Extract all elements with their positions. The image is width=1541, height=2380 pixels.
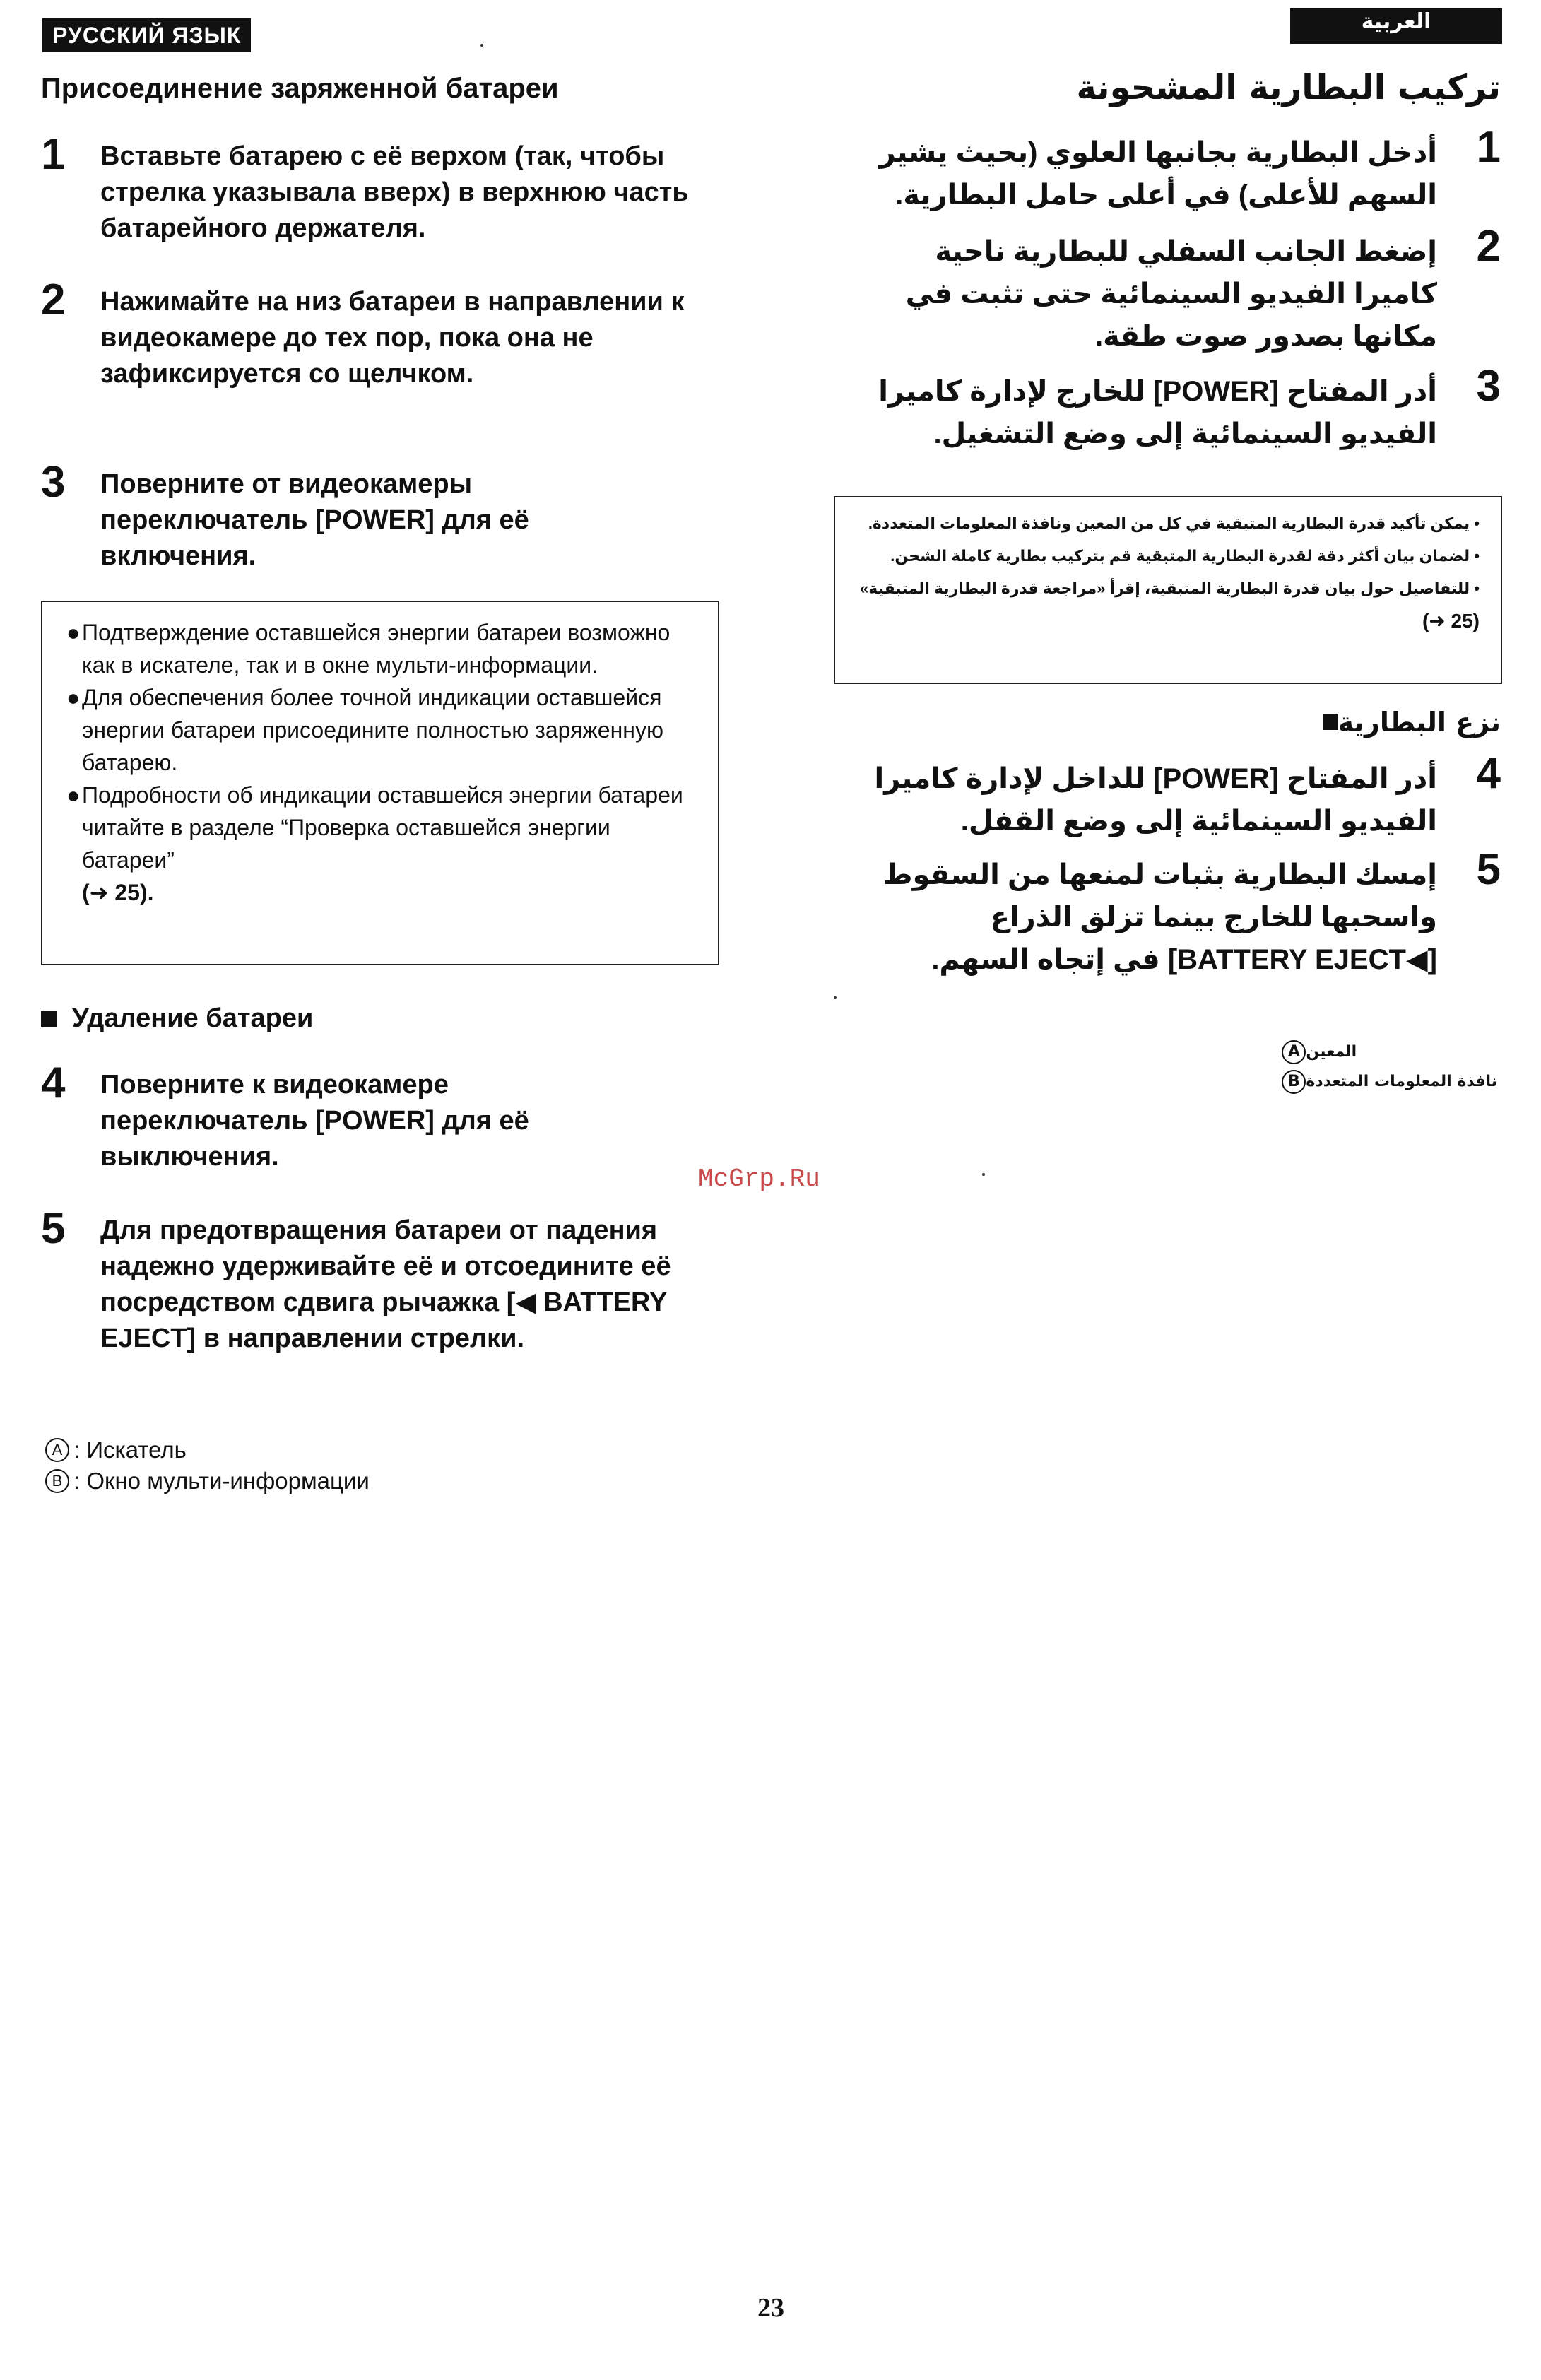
bullet-icon: ● bbox=[66, 782, 81, 808]
ar-section-remove bbox=[1307, 707, 1501, 738]
page-number: 23 bbox=[757, 2293, 784, 2323]
ru-legend bbox=[45, 1435, 370, 1497]
note-item: ● Подробности об индикации оставшейся энергии батареи читайте в разделе “Проверка оставшейся энергии батареи” bbox=[82, 779, 699, 876]
legend-text: : Искатель bbox=[73, 1437, 187, 1463]
step-number: 5 bbox=[1476, 845, 1501, 894]
ar-step-2 bbox=[844, 222, 1501, 358]
legend-text: نافذة المعلومات المتعددة bbox=[1306, 1073, 1497, 1090]
scan-speck bbox=[982, 1173, 985, 1176]
section-title: Удаление батареи bbox=[72, 1003, 314, 1033]
note-item: ● Подтверждение оставшейся энергии батареи возможно как в искателе, так и в окне мульти-информации. bbox=[82, 616, 699, 681]
bullet-icon: ● bbox=[66, 620, 81, 645]
legend-item-b bbox=[45, 1466, 370, 1497]
square-bullet-icon bbox=[1323, 714, 1338, 730]
step-text: Вставьте батарею с её верхом (так, чтобы стрелка указывала вверх) в верхнюю часть батарейного держателя. bbox=[100, 141, 689, 243]
note-reference: (➜ 25). bbox=[82, 880, 154, 905]
ar-notes-box bbox=[834, 496, 1502, 684]
step-text: Для предотвращения батареи от падения надежно удерживайте её и отсоедините её посредством сдвига рычажка [◀ BATTERY EJECT] в направлении стрелки. bbox=[100, 1215, 671, 1353]
section-title: نزع البطارية bbox=[1338, 707, 1501, 738]
step-number: 3 bbox=[1476, 362, 1501, 411]
step-text: Поверните к видеокамере переключатель [POWER] для её выключения. bbox=[100, 1070, 529, 1172]
legend-item-b bbox=[1273, 1067, 1497, 1097]
page-title-russian: Присоединение заряженной батареи bbox=[41, 73, 559, 104]
circled-letter-icon: A bbox=[1282, 1040, 1306, 1064]
ru-step-4 bbox=[41, 1059, 719, 1175]
step-number: 4 bbox=[41, 1059, 66, 1107]
note-reference: (➜ 25) bbox=[1422, 610, 1480, 632]
ru-step-5 bbox=[41, 1204, 719, 1357]
circled-letter-icon: B bbox=[1282, 1070, 1306, 1094]
step-text: إمسك البطارية بثبات لمنعها من السقوط واسحبها للخارج بينما تزلق الذراع [◀BATTERY EJECT] في إتجاه السهم. bbox=[882, 859, 1437, 975]
ru-step-1 bbox=[41, 130, 719, 247]
square-bullet-icon bbox=[41, 1011, 57, 1027]
step-number: 1 bbox=[41, 130, 66, 179]
circled-letter-icon: A bbox=[45, 1438, 69, 1462]
ru-step-2 bbox=[41, 276, 719, 392]
legend-item-a bbox=[45, 1435, 370, 1466]
note-item: • للتفاصيل حول بيان قدرة البطارية المتبقية، إقرأ «مراجعة قدرة البطارية المتبقية» bbox=[860, 579, 1480, 597]
step-number: 4 bbox=[1476, 749, 1501, 798]
ar-step-5 bbox=[844, 845, 1501, 981]
watermark: McGrp.Ru bbox=[698, 1165, 820, 1194]
ru-notes-box bbox=[41, 601, 719, 965]
legend-item-a bbox=[1273, 1037, 1497, 1067]
step-number: 5 bbox=[41, 1204, 66, 1253]
ar-step-4 bbox=[844, 749, 1501, 842]
ru-step-3 bbox=[41, 458, 719, 575]
language-tab-russian: РУССКИЙ ЯЗЫК bbox=[42, 18, 251, 52]
step-text: أدر المفتاح [POWER] للخارج لإدارة كاميرا الفيديو السينمائية إلى وضع التشغيل. bbox=[878, 376, 1437, 449]
step-number: 3 bbox=[41, 458, 66, 507]
legend-text: المعين bbox=[1306, 1043, 1357, 1061]
step-text: أدر المفتاح [POWER] للداخل لإدارة كاميرا الفيديو السينمائية إلى وضع القفل. bbox=[874, 763, 1437, 837]
ar-legend bbox=[1273, 1037, 1497, 1097]
step-number: 2 bbox=[41, 276, 66, 324]
step-number: 2 bbox=[1476, 222, 1501, 271]
note-item: ● Для обеспечения более точной индикации оставшейся энергии батареи присоедините полностью заряженную батарею. bbox=[82, 681, 699, 779]
language-tab-arabic: العربية bbox=[1290, 8, 1502, 44]
scan-speck bbox=[480, 44, 483, 47]
step-text: أدخل البطارية بجانبها العلوي (بحيث يشير السهم للأعلى) في أعلى حامل البطارية. bbox=[879, 137, 1437, 211]
step-text: Нажимайте на низ батареи в направлении к видеокамере до тех пор, пока она не зафиксируется со щелчком. bbox=[100, 287, 685, 389]
ar-step-3 bbox=[844, 362, 1501, 455]
ru-section-remove bbox=[41, 1003, 313, 1034]
legend-text: : Окно мульти-информации bbox=[73, 1468, 370, 1494]
note-item: • يمكن تأكيد قدرة البطارية المتبقية في كل من المعين ونافذة المعلومات المتعددة. bbox=[868, 514, 1480, 532]
ar-step-1 bbox=[844, 123, 1501, 216]
step-text: Поверните от видеокамеры переключатель [POWER] для её включения. bbox=[100, 469, 529, 571]
page-title-arabic: تركيب البطارية المشحونة bbox=[1076, 68, 1501, 107]
step-text: إضغط الجانب السفلي للبطارية ناحية كاميرا الفيديو السينمائية حتى تثبت في مكانها بصدور صوت طقة. bbox=[905, 236, 1437, 352]
step-number: 1 bbox=[1476, 123, 1501, 172]
circled-letter-icon: B bbox=[45, 1469, 69, 1493]
scan-speck bbox=[834, 996, 837, 999]
bullet-icon: ● bbox=[66, 685, 81, 710]
note-item: • لضمان بيان أكثر دقة لقدرة البطارية المتبقية قم بتركيب بطارية كاملة الشحن. bbox=[890, 547, 1480, 565]
